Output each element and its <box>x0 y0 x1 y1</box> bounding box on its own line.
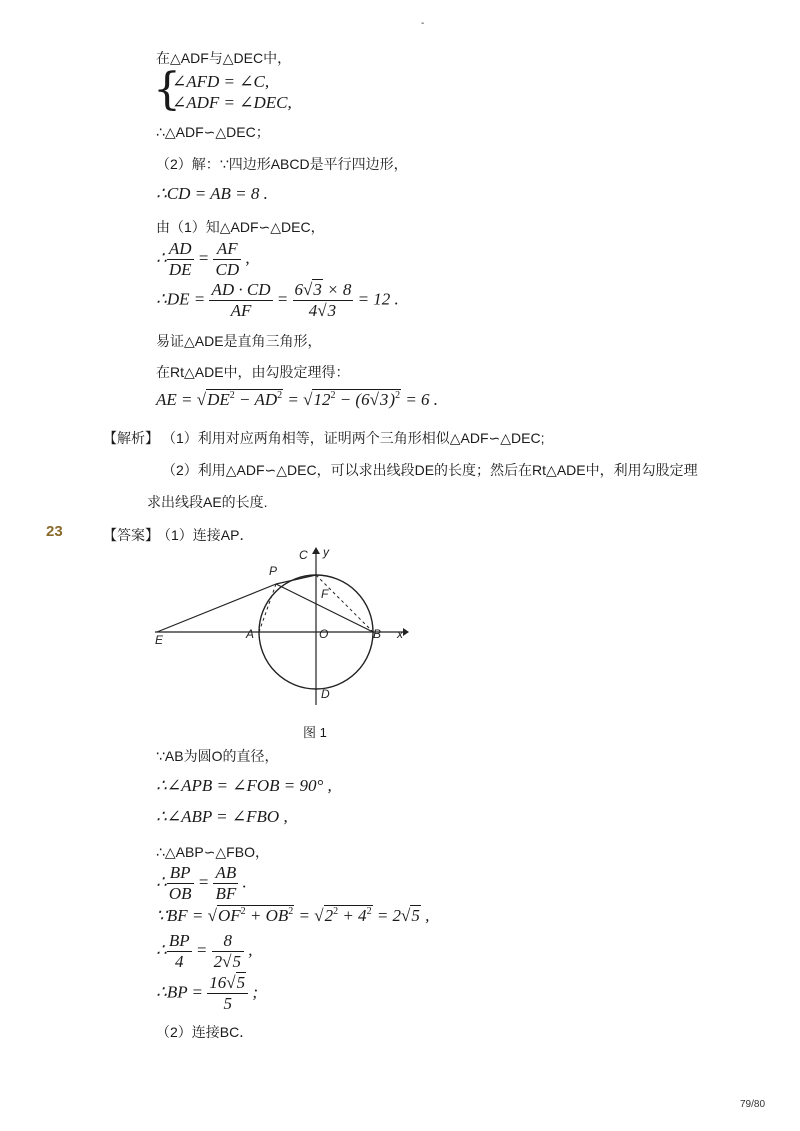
question-number: 23 <box>46 523 63 540</box>
header-mark: - <box>421 18 425 29</box>
answer-first-line: （1）连接AP． <box>157 527 254 543</box>
analysis-p2: （2）利用△ADF∽△DEC，可以求出线段DE的长度；然后在Rt△ADE中，利用勾股定理 <box>162 462 698 478</box>
text-line-1: 在△ADF与△DEC中， <box>156 50 292 66</box>
q23-bp: ∴BP = $\frac{16√5}{5}$ ; <box>156 973 259 1013</box>
formula-cd: ∴CD = AB = 8 . <box>156 184 268 203</box>
page-number: 79/80 <box>740 1099 766 1110</box>
formula-ratio: ∴ $\frac{AD}{DE}$ = $\frac{AF}{CD}$ , <box>156 239 250 279</box>
figure-caption: 图 1 <box>303 725 327 740</box>
analysis-tag: 【解析】 <box>103 430 159 446</box>
formula-ae: AE = $√DE^2 - AD^2 = √12^2 - (6√3)^2 = 6$ . <box>156 390 439 409</box>
answer-tag: 【答案】 <box>103 527 159 543</box>
text-line-7: 由（1）知△ADF∽△DEC， <box>156 219 325 235</box>
geometry-figure <box>145 540 415 710</box>
q23-bp-ratio: ∴ $\frac{BP}{4}$ = $\frac{8}{2√5}$ , <box>156 931 253 971</box>
q23-bf: ∵BF = $√OF^2 + OB^2 = √2^2 + 4^2 = 2√5$ , <box>156 906 430 925</box>
label-f: F <box>321 587 329 601</box>
label-d: D <box>321 687 330 701</box>
label-c: C <box>299 548 308 562</box>
label-x: x <box>397 627 403 641</box>
label-p: P <box>269 564 278 578</box>
text-line-11: 易证△ADE是直角三角形， <box>156 333 322 349</box>
q23-line-4: ∴△ABP∽△FBO， <box>156 844 269 860</box>
label-b: B <box>373 627 382 641</box>
label-y: y <box>323 545 329 559</box>
text-line-5: （2）解：∵四边形ABCD是平行四边形， <box>156 156 408 172</box>
label-o: O <box>319 627 329 641</box>
formula-de: ∴DE = $\frac{AD \cdot CD}{AF}$ = $\frac{6√3 \times 8}{4√3}$ = 12 . <box>156 280 399 320</box>
equation-brace: { <box>153 64 181 115</box>
equation-2: ∠ADF = ∠DEC, <box>172 93 292 112</box>
label-e: E <box>155 633 164 647</box>
analysis-p3: 求出线段AE的长度. <box>147 494 268 510</box>
q23-angle-1: ∴∠APB = ∠FOB = 90° , <box>156 776 332 795</box>
text-line-4: ∴△ADF∽△DEC； <box>156 124 270 140</box>
q23-angle-2: ∴∠ABP = ∠FBO , <box>156 807 288 826</box>
q23-ratio: ∴ $\frac{BP}{OB}$ = $\frac{AB}{BF}$ . <box>156 863 247 903</box>
label-a: A <box>246 627 255 641</box>
analysis-p1: （1）利用对应两角相等，证明两个三角形相似△ADF∽△DEC; <box>162 430 545 446</box>
text-line-12: 在Rt△ADE中，由勾股定理得： <box>156 364 350 380</box>
q23-line-1: ∵AB为圆O的直径， <box>156 748 279 764</box>
equation-1: ∠AFD = ∠C, <box>172 72 270 91</box>
q23-last: （2）连接BC． <box>156 1024 254 1040</box>
